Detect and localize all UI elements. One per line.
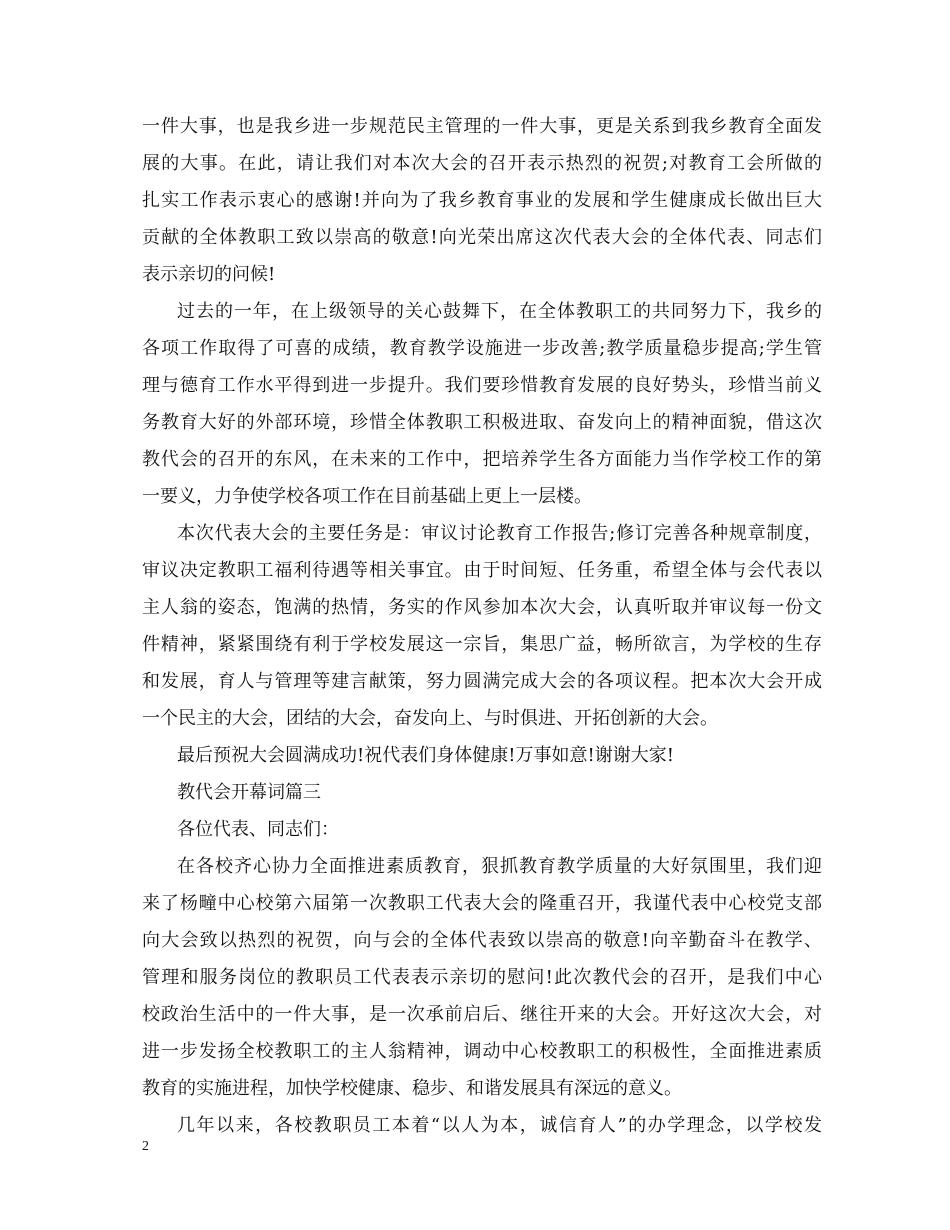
text-line: 各项工作取得了可喜的成绩，教育教学设施进一步改善;教学质量稳步提高;学生管 [142,338,822,359]
text-line: 教育的实施进程，加快学校健康、稳步、和谐发展具有深远的意义。 [142,1078,682,1099]
text-line: 一个民主的大会，团结的大会，奋发向上、与时俱进、开拓创新的大会。 [142,708,718,729]
text-line: 务教育大好的外部环境，珍惜全体教职工积极进取、奋发向上的精神面貌，借这次 [142,412,822,433]
paragraph-first-line: 几年以来，各校教职员工本着“以人为本，诚信育人”的办学理念，以学校发 [177,1115,822,1136]
text-line: 展的大事。在此，请让我们对本次大会的召开表示热烈的祝贺;对教育工会所做的 [142,153,822,174]
text-line: 教代会的召开的东风，在未来的工作中，把培养学生各方面能力当作学校工作的第 [142,449,822,470]
page-number: 2 [142,1139,149,1154]
paragraph-first-line: 过去的一年，在上级领导的关心鼓舞下，在全体教职工的共同努力下，我乡的 [177,301,822,322]
text-line: 进一步发扬全校教职工的主人翁精神，调动中心校教职工的积极性，全面推进素质 [142,1041,822,1062]
text-line: 理与德育工作水平得到进一步提升。我们要珍惜教育发展的良好势头，珍惜当前义 [142,375,822,396]
text-line: 向大会致以热烈的祝贺，向与会的全体代表致以崇高的敬意!向辛勤奋斗在教学、 [142,930,822,951]
text-line: 校政治生活中的一件大事，是一次承前启后、继往开来的大会。开好这次大会，对 [142,1004,822,1025]
text-line: 件精神，紧紧围绕有利于学校发展这一宗旨，集思广益，畅所欲言，为学校的生存 [142,634,822,655]
text-line: 表示亲切的问候! [142,264,276,285]
text-line: 一件大事，也是我乡进一步规范民主管理的一件大事，更是关系到我乡教育全面发 [142,116,822,137]
paragraph-first-line: 在各校齐心协力全面推进素质教育，狠抓教育教学质量的大好氛围里，我们迎 [177,856,822,877]
text-line: 和发展，育人与管理等建言献策，努力圆满完成大会的各项议程。把本次大会开成 [142,671,822,692]
text-line: 一要义，力争使学校各项工作在目前基础上更上一层楼。 [142,486,592,507]
text-line: 管理和服务岗位的教职员工代表表示亲切的慰问!此次教代会的召开，是我们中心 [142,967,822,988]
text-line: 扎实工作表示衷心的感谢!并向为了我乡教育事业的发展和学生健康成长做出巨大 [142,190,822,211]
closing-line: 最后预祝大会圆满成功!祝代表们身体健康!万事如意!谢谢大家! [177,745,674,766]
text-line: 主人翁的姿态，饱满的热情，务实的作风参加本次大会，认真听取并审议每一份文 [142,597,822,618]
text-line: 贡献的全体教职工致以崇高的敬意!向光荣出席这次代表大会的全体代表、同志们 [142,227,822,248]
paragraph-first-line: 本次代表大会的主要任务是：审议讨论教育工作报告;修订完善各种规章制度， [177,523,822,544]
text-line: 审议决定教职工福利待遇等相关事宜。由于时间短、任务重，希望全体与会代表以 [142,560,822,581]
text-line: 来了杨疃中心校第六届第一次教职工代表大会的隆重召开，我谨代表中心校党支部 [142,893,822,914]
section-heading: 教代会开幕词篇三 [177,782,321,803]
salutation: 各位代表、同志们： [177,819,339,840]
